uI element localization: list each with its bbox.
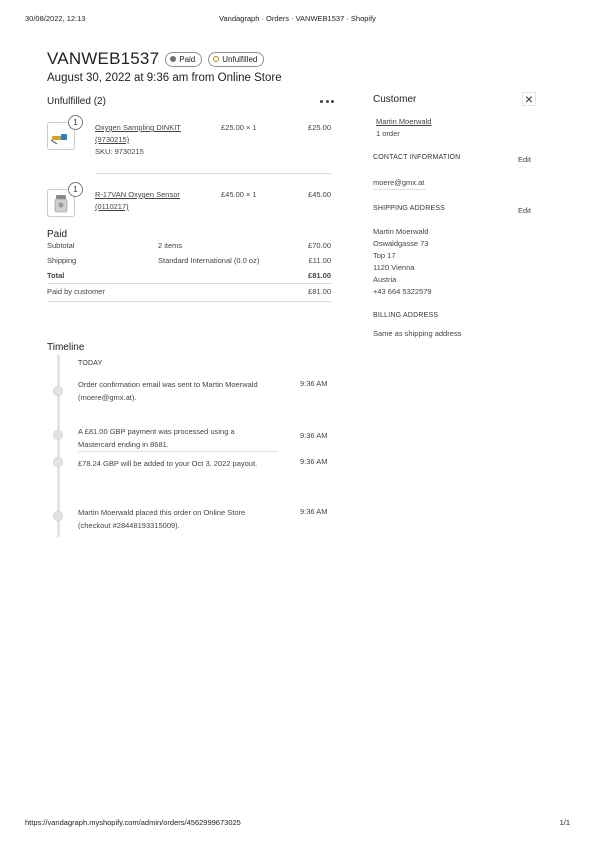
close-icon: × bbox=[524, 91, 534, 107]
timeline-event-text: Martin Moerwald placed this order on Online Store bbox=[78, 508, 246, 517]
timeline-event-time: 9:36 AM bbox=[300, 507, 328, 516]
payment-title: Paid bbox=[47, 229, 68, 240]
address-line: +43 664 5322579 bbox=[373, 287, 432, 296]
timeline-event bbox=[78, 506, 293, 532]
fulfillment-status-badge bbox=[208, 52, 264, 67]
payment-total-amount: £81.00 bbox=[308, 271, 331, 280]
timeline-event-text: Order confirmation email was sent to Martin Moerwald bbox=[78, 380, 258, 389]
payment-row-amount: £70.00 bbox=[308, 241, 331, 250]
customer-order-count: 1 order bbox=[376, 129, 400, 138]
address-line: Martin Moerwald bbox=[373, 227, 429, 236]
item-total: £25.00 bbox=[308, 123, 331, 132]
timeline-dot bbox=[53, 457, 63, 467]
order-name: VANWEB1537 bbox=[47, 49, 160, 68]
unfulfilled-dot-icon bbox=[213, 56, 219, 62]
payment-row-detail: 2 items bbox=[158, 241, 183, 250]
timeline-day-label: TODAY bbox=[78, 360, 103, 367]
item-name-link-cont[interactable]: (9730215) bbox=[95, 135, 130, 144]
unfulfilled-title: Unfulfilled (2) bbox=[47, 96, 106, 107]
divider bbox=[47, 283, 331, 284]
billing-address-label: BILLING ADDRESS bbox=[373, 312, 439, 319]
paid-by-customer-amount: £81.00 bbox=[308, 287, 331, 296]
customer-email[interactable]: moere@gmx.at bbox=[373, 177, 426, 190]
divider bbox=[95, 173, 331, 174]
item-sku: SKU: 9730215 bbox=[95, 147, 144, 156]
fulfillment-status-label: Unfulfilled bbox=[222, 54, 258, 64]
item-quantity-badge: 1 bbox=[68, 182, 83, 197]
payment-row-detail: Standard International (0.0 oz) bbox=[158, 256, 260, 265]
timeline-event-text-cont: (checkout #28448193315009). bbox=[78, 521, 180, 530]
more-horizontal-icon bbox=[320, 100, 323, 103]
paid-by-customer-label: Paid by customer bbox=[47, 287, 105, 296]
item-name-link-cont[interactable]: (0110217) bbox=[95, 202, 129, 211]
print-page-title: Vandagraph · Orders · VANWEB1537 · Shopify bbox=[219, 14, 376, 23]
shipping-address bbox=[373, 226, 432, 298]
payment-status-badge bbox=[165, 52, 202, 67]
edit-shipping-button[interactable]: Edit bbox=[518, 206, 531, 215]
timeline-event bbox=[78, 378, 293, 404]
timeline-event-time: 9:36 AM bbox=[300, 457, 328, 466]
print-datetime: 30/08/2022, 12:13 bbox=[25, 14, 86, 23]
shipping-address-label: SHIPPING ADDRESS bbox=[373, 205, 446, 212]
timeline-event-text: £78.24 GBP will be added to your Oct 3, 2022 payout. bbox=[78, 459, 258, 468]
close-customer-button[interactable] bbox=[522, 92, 536, 106]
billing-address-text: Same as shipping address bbox=[373, 329, 462, 338]
timeline-event[interactable] bbox=[78, 425, 278, 452]
paid-dot-icon bbox=[170, 56, 176, 62]
contact-information-label: CONTACT INFORMATION bbox=[373, 154, 461, 161]
divider bbox=[47, 301, 331, 302]
payment-total-label: Total bbox=[47, 271, 65, 280]
item-name-link[interactable]: Oxygen Sampling DINKIT bbox=[95, 123, 181, 132]
order-subtitle: August 30, 2022 at 9:36 am from Online Store bbox=[47, 72, 282, 84]
print-url: https://vandagraph.myshopify.com/admin/orders/4562999673025 bbox=[25, 818, 241, 827]
item-name-link[interactable]: R-17VAN Oxygen Sensor bbox=[95, 190, 180, 199]
print-page-number: 1/1 bbox=[559, 818, 570, 827]
payment-row-label: Shipping bbox=[47, 256, 77, 265]
timeline-event-time: 9:36 AM bbox=[300, 379, 328, 388]
line-item bbox=[95, 122, 181, 158]
timeline-dot bbox=[53, 430, 63, 440]
timeline-event-text: A £81.00 GBP payment was processed using a bbox=[78, 427, 235, 436]
customer-name-link[interactable]: Martin Moerwald bbox=[376, 117, 432, 126]
address-line: Top 17 bbox=[373, 251, 396, 260]
edit-contact-button[interactable]: Edit bbox=[518, 155, 531, 164]
timeline-event-text-cont: (moere@gmx.at). bbox=[78, 393, 137, 402]
item-unit-price: £25.00 × 1 bbox=[221, 123, 257, 132]
payment-status-label: Paid bbox=[179, 54, 196, 64]
timeline-event-time: 9:36 AM bbox=[300, 431, 328, 440]
timeline-title: Timeline bbox=[47, 342, 85, 353]
item-quantity-badge: 1 bbox=[68, 115, 83, 130]
address-line: Oswaldgasse 73 bbox=[373, 239, 429, 248]
timeline-event bbox=[78, 457, 293, 470]
address-line: 1120 Vienna bbox=[373, 263, 415, 272]
order-header bbox=[47, 49, 264, 69]
timeline-event-text-cont: Mastercard ending in 8681. bbox=[78, 440, 169, 449]
address-line: Austria bbox=[373, 275, 397, 284]
timeline-dot bbox=[53, 511, 63, 521]
payment-row-label: Subtotal bbox=[47, 241, 75, 250]
line-item bbox=[95, 189, 180, 213]
item-total: £45.00 bbox=[308, 190, 331, 199]
item-unit-price: £45.00 × 1 bbox=[221, 190, 257, 199]
timeline-line bbox=[57, 355, 60, 537]
payment-row-amount: £11.00 bbox=[308, 256, 331, 265]
customer-title: Customer bbox=[373, 94, 417, 105]
more-actions-button[interactable] bbox=[319, 95, 335, 107]
timeline-dot bbox=[53, 386, 63, 396]
